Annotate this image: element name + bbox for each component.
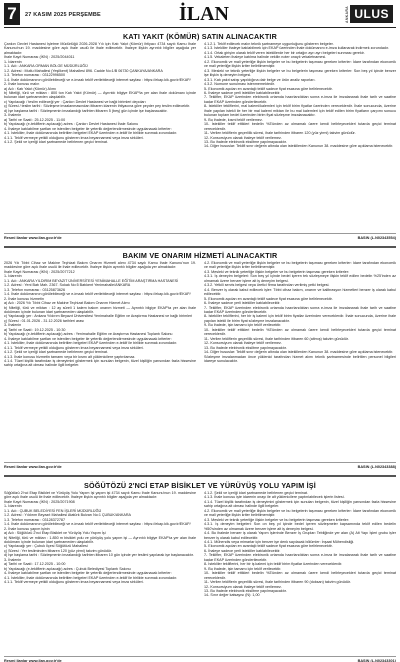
notice-paragraph: b) Niteliği, türü ve miktarı : 800 ton Katı Yakıt (Kömür) — Ayrıntılı bilgiye EKAP'ta yer alan ihale dokümanı içinde bulunan idari şartnameden ulaşılabilir. <box>4 90 196 100</box>
notice-paragraph: 4.1.1. Teklif vermeye yetkili olduğunu gösteren imza beyannamesi veya imza sirküleri. <box>4 345 144 350</box>
notice-paragraph: 5- Ekonomik açıdan en avantajlı teklif sadece fiyat esasına göre belirlenecektir. <box>204 296 333 301</box>
notice-paragraph: 9- Bu ihalede, işin tamamı için teklif verilecektir. <box>204 323 282 328</box>
notice-paragraph: 4.1.4. Tüzel kişilik tarafından iş deneyimini göstermek için sunulan belgenin, tüzel kişiliğin yarısından fazla hissesine sahip ortağına ait olması halinde ilgili belgeler. <box>204 499 396 509</box>
notice-paragraph: b) Yapılacağı (e-tekliflerin açılacağı) adres : Yenimahalle Eğitim ve Araştırma Hastanesi Toplantı Salonu <box>4 332 173 337</box>
notice-paragraph: 4.1. İstekliler, ihale dokümanında belirtilen belgeleri EKAP üzerinden e-teklif ile birlikte sunmak zorundadır. <box>4 341 178 346</box>
notice-paragraph: a) Adı : Söğütözü 2'nci Etap Bisiklet ve Yürüyüş Yolu Yapım İşi <box>4 531 106 536</box>
notice-paragraph: 12- Konsorsiyum olarak ihaleye teklif verilemez. <box>204 341 282 346</box>
official-notices-link[interactable]: Resmi ilanlar www.ilan.gov.tr'de <box>4 465 62 469</box>
notice-paragraph: İhale Kayıt Numarası (İKN) : 2025/2044011 <box>4 55 75 60</box>
notice-paragraph: 8- İstekliler tekliflerini, her bir iş kalemi için teklif birim fiyatlar üzerinden vereceklerdir. İhale sonucunda, üzerine ihale yapılan istekli ile birim fiyat sözleşme imzalanacaktır. <box>204 314 396 323</box>
notice-paragraph: 4.2. Ekonomik ve mali yeterliğe ilişkin belgeler ve bu belgelerin taşıması gereken kriterler: İdare tarafından ekonomik ve mali yeterliğe ilişkin kriter belirtilmemiştir. <box>204 508 396 518</box>
notice-bicycle-path <box>4 480 396 662</box>
notice-paragraph: 2- İhale konusu yapım işinin <box>4 526 50 531</box>
notice-paragraph: 5- Ekonomik açıdan en avantajlı teklif sadece fiyat esasına göre belirlenecektir. <box>204 86 333 91</box>
official-notices-link[interactable]: Resmi ilanlar www.ilan.gov.tr'de <box>4 236 62 240</box>
notice-paragraph: a) Adı : 2026 Yılı Tıbbi Cihaz ve Makine Teçhizat Bakım Onarım Hizmet Alımı <box>4 301 130 306</box>
notice-paragraph: 8- İstekliler tekliflerini, her bir iş kalemi için teklif birim fiyatlar üzerinden vereceklerdir. <box>204 562 343 567</box>
notice-paragraph: İhale Kayıt Numarası (İKN) : 2025/2077212 <box>4 269 75 274</box>
notice-paragraph: ç) Süresi / teslim tarihi : Sözleşme imzalanmasından itibaren idarenin ihtiyacına göre peyder pey teslim edilecektir. <box>4 104 191 109</box>
section-title: İLAN <box>178 3 229 25</box>
notice-paragraph: 4.3.2. Numune sunulması istenmemektedir. <box>204 82 275 87</box>
notice-body <box>4 42 396 231</box>
notice-paragraph: 4.1.2. Şekli ve içeriği idari şartnamede belirlenen geçici teminat. <box>4 139 108 144</box>
notice-paragraph: 6- İhaleye sadece yerli istekliler katılabilecektir. <box>204 548 281 553</box>
notice-paragraph: 11- Verilen tekliflerin geçerlilik süresi, ihale tarihinden itibaren 90 (doksan) takvim günüdür. <box>204 580 351 585</box>
press-reference: BASIN (L.N02343388) <box>357 465 396 469</box>
notice-body <box>4 261 396 460</box>
notice-paragraph: 4.1.2.1. Teklif edilecek malın teknik şartnameye uygunluğunu gösteren belgeler. <box>204 42 334 46</box>
notice-paragraph: 1.1. Adı : ANKARA ORMAN BÖLGE MÜDÜRLÜĞÜ <box>4 64 88 69</box>
notice-paragraph: 1- İdarenin <box>4 504 22 509</box>
notice-paragraph: Sözleşme imzalanmadan önce yüklenici tarafından hizmet alımı teknik şartnamesinde belirtilen personel bilgileri idareye sunulacaktır. <box>204 354 396 363</box>
notice-paragraph: 5- Ekonomik açıdan en avantajlı teklif sadece fiyat esasına göre belirlenecektir. <box>204 544 333 549</box>
notice-paragraph: 4.4. Bu ihalede benzer iş olarak Yapım İşlerinde Benzer İş Grupları Tebliğinde yer alan (A) Alt Yapı İşleri grubu işler benzer iş olarak kabul edilecektir. <box>204 531 396 540</box>
page-number: 7 <box>4 3 20 25</box>
notice-paragraph: b) Niteliği, türü ve miktarı : 1.850 m bisiklet yolu ve yürüyüş yolu yapım işi — Ayrıntılı bilgiye EKAP'ta yer alan ihale dokümanı içinde bulunan idari şartnameden ulaşılabilir. <box>4 535 196 544</box>
notice-paragraph: 4- İhaleye katılabilme şartları ve istenilen belgeler ile yeterlik değerlendirmesinde uygulanacak kriterler: <box>4 571 172 576</box>
notice-paragraph: 4.1.5. Vekaleten ihaleye katılma halinde vekilin noter onaylı vekaletnamesi. <box>204 55 327 60</box>
notice-paragraph: 4.1. İstekliler, ihale dokümanında belirtilen belgeleri EKAP üzerinden e-teklif ile birlikte sunmak zorundadır. <box>4 131 178 136</box>
notice-maintenance-service <box>4 250 396 472</box>
notice-paragraph: ç) Süresi : Yer tesliminden itibaren 120 (yüz yirmi) takvim günüdür. <box>4 548 113 553</box>
notice-coal-purchase <box>4 31 396 243</box>
official-notices-link[interactable]: Resmi ilanlar www.ilan.gov.tr'de <box>4 659 62 662</box>
notice-paragraph: 3- İhalenin <box>4 323 22 328</box>
notice-paragraph: 4.1.4. Ortak girişim olarak teklif veren isteklilerde her bir ortağın ayrı ayrı belgeleri sunması gerekir. <box>204 50 365 55</box>
notice-paragraph: 8- İstekliler tekliflerini, mal kalemi/kalemleri için teklif birim fiyatlar üzerinden vereceklerdir. İhale sonucunda, üzerine ihale yapılan istekli ile her bir mal kalemi miktarı ile bu mal kalemleri için teklif edilen birim fiyatların çarpımı sonucu bulunan toplam bedel üzerinden birim fiyat sözleşme imzalanacaktır. <box>204 104 396 118</box>
notice-paragraph: 13- Bu ihalede elektronik eksiltme yapılmayacaktır. <box>204 345 287 350</box>
notice-paragraph: 4.1.1. Teklif vermeye yetkili olduğunu gösteren imza beyannamesi veya imza sirküleri. <box>4 580 144 585</box>
notice-paragraph: 4.1.2. Şekli ve içeriği idari şartnamede belirlenen geçici teminat. <box>204 491 308 495</box>
notice-paragraph: Çankırı Devlet Hastanesi İşletme Müdürlüğü 2026-2028 Yılı için Katı Yakıt (Kömür) ihtiyacı 4734 sayılı Kamu İhale Kanunu'nun 19. maddesine göre açık ihale usulü ile ihale edilecektir. İhaleye ilişkin ayrıntılı bilgiler aşağıda yer almaktadır: <box>4 42 196 55</box>
notice-paragraph: b) Yapılacağı (e-tekliflerin açılacağı) adres : Çubuk Belediyesi Toplantı Salonu <box>4 566 131 571</box>
newspaper-logo <box>343 5 396 23</box>
notice-paragraph: 1.2. Adresi : Yeni Batı Mah. 2367. Sokak No:5 Batıkent Yenimahalle/ANKARA <box>4 283 131 288</box>
notice-paragraph: 4- İhaleye katılabilme şartları ve istenilen belgeler ile yeterlik değerlendirmesinde uygulanacak kriterler: <box>4 336 172 341</box>
notice-paragraph: 12- Konsorsiyum olarak ihaleye teklif verilemez. <box>204 584 282 589</box>
notice-paragraph: 4.2. Ekonomik ve mali yeterliğe ilişkin belgeler ve bu belgelerin taşıması gereken kriterler: İdare tarafından ekonomik ve mali yeterliğe ilişkin kriter belirtilmemiştir. <box>204 261 396 270</box>
notice-paragraph: Söğütözü 2'nci Etap Bisiklet ve Yürüyüş Yolu Yapım İşi yapım işi 4734 sayılı Kamu İhale Kanunu'nun 19. maddesine göre açık ihale usulü ile ihale edilecektir. İhaleye ilişkin ayrıntılı bilgiler aşağıda yer almaktadır: <box>4 491 196 500</box>
notice-paragraph: 2- İhale konusu malın <box>4 82 40 87</box>
logo-city-text: ANKARA <box>345 5 350 23</box>
notice-paragraph: 4.1.3. İhale konusu işte idarenin onayı ile alt yüklenicilere yaptırılabilecek işlerin listesi. <box>204 495 345 500</box>
notice-paragraph: 1.3. Telefon numarası : 03125873626 <box>4 287 66 292</box>
notice-paragraph: İhale Kayıt Numarası (İKN) : 2025/2071908 <box>4 499 75 504</box>
notice-column-left <box>4 42 196 231</box>
notice-paragraph: 1.3. Telefon numarası : 03122996500 <box>4 73 66 78</box>
notice-paragraph: 4.3. Mesleki ve teknik yeterliğe ilişkin belgeler ve bu belgelerin taşıması gereken kriterler: <box>204 269 350 274</box>
notice-paragraph: 9- Bu ihalede, işin tamamı için teklif verilecektir. <box>204 566 282 571</box>
notice-column-right <box>204 261 396 460</box>
notice-paragraph: 6- İhaleye sadece yerli istekliler katılabilecektir. <box>204 90 281 95</box>
notice-paragraph: 4.1. İstekliler, ihale dokümanında belirtilen belgeleri EKAP üzerinden e-teklif ile birlikte sunmak zorundadır. <box>4 575 178 580</box>
notice-paragraph: 4.3.2. Yetkili servis belgesi veya üretici firma tarafından verilmiş yetki belgesi. <box>204 283 330 288</box>
notice-paragraph: 1.2. Adresi : Yıldırım Beyazıt Mahallesi Atatürk Bulvarı No:1 ÇUBUK/ANKARA <box>4 513 131 518</box>
notice-paragraph: 7- Teklifler, EKAP üzerinden elektronik ortamda hazırlandıktan sonra e-imza ile imzalanarak ihale tarih ve saatine kadar EKAP üzerinden gönderilecektir. <box>204 305 396 314</box>
notice-paragraph: a) Tarihi ve Saati : 17.12.2025 - 10:00 <box>4 562 66 567</box>
notice-footer <box>4 462 396 471</box>
notice-body <box>4 491 396 654</box>
notice-paragraph: 2- İhale konusu hizmetin <box>4 296 44 301</box>
notice-column-right <box>204 42 396 231</box>
notice-paragraph: 10- İstekliler teklif ettikleri bedelin %3'ünden az olmamak üzere kendi belirleyecekleri tutarda geçici teminat vereceklerdir. <box>204 122 396 131</box>
notice-paragraph: 1.3. Telefon numarası : 03128372787 <box>4 517 66 522</box>
notice-paragraph: 14- Diğer hususlar: Teklifi sınır değerin altında olan isteklilerden Kanunun 38. maddesine göre açıklama istenecektir. <box>204 144 394 149</box>
notice-paragraph: 11- Verilen tekliflerin geçerlilik süresi, ihale tarihinden itibaren 120 (yüz yirmi) takvim günüdür. <box>204 131 356 136</box>
notice-paragraph: d) İşe başlama tarihi : Sözleşmenin imzalandığı tarihten itibaren 5 (beş) gün içinde işe başlanacaktır. <box>4 108 168 113</box>
notice-paragraph: 4.1.3. İstekliler ihaleye katılabilmek için EKAP üzerinden ihale dokümanını e-imza kullanarak indirmek zorundadır. <box>204 46 390 51</box>
notice-paragraph: c) Yapılacağı yer : Çubuk İlçesi Söğütözü Mahallesi <box>4 544 88 549</box>
notice-paragraph: ç) Süresi : 01.01.2026 - 31.12.2026 tarihleri arası <box>4 318 85 323</box>
notice-paragraph: 10- İstekliler teklif ettikleri bedelin %3'ünden az olmamak üzere kendi belirleyecekleri tutarda geçici teminat vereceklerdir. <box>204 571 396 580</box>
notice-paragraph: d) İşe başlama tarihi : Sözleşmenin imzalandığı tarihten itibaren 10 gün içinde yer teslimi yapılarak işe başlanacaktır. <box>4 553 194 558</box>
notice-paragraph: 1- İdarenin <box>4 59 22 64</box>
notice-paragraph: 1.1. Adı : ÇUBUK BELEDİYESİ FEN İŞLERİ MÜDÜRLÜĞÜ <box>4 508 102 513</box>
notice-paragraph: 4.4. Benzer iş olarak kabul edilecek işler: Tıbbi cihaz bakım, onarım ve kalibrasyon hizmetleri benzer iş olarak kabul edilecektir. <box>204 287 396 297</box>
notice-paragraph: 1.1. Adı : ANKARA YILDIRIM BEYAZIT ÜNİVERSİTESİ YENİMAHALLE EĞİTİM ARAŞTIRMA HASTANESİ <box>4 278 179 283</box>
notice-paragraph: 4.3. Mesleki ve teknik yeterliğe ilişkin belgeler ve bu belgelerin taşıması gereken kriterler: <box>204 517 350 522</box>
notice-paragraph: a) Tarihi ve Saati : 19.12.2025 - 10:30 <box>4 327 66 332</box>
notice-paragraph: b) Yapılacağı (e-tekliflerin açılacağı) adres : Çankırı Devlet Hastanesi İhale Salonu <box>4 122 139 127</box>
notice-paragraph: a) Tarihi ve Saati : 25.12.2025 - 11:00 <box>4 117 66 122</box>
press-reference: BASIN (L.N02343301) <box>357 659 396 662</box>
notice-paragraph: 4.3.1. İş deneyim belgeleri: Son on beş yıl içinde bedel içeren sözleşmeler kapsamında teklif edilen bedelin %50'sinden az olmamak üzere benzer işlere ait iş deneyim belgesi. <box>204 522 396 531</box>
section-divider <box>4 475 396 477</box>
notice-paragraph: 7- Teklifler, EKAP üzerinden elektronik ortamda hazırlandıktan sonra e-imza ile imzalanarak ihale tarih ve saatine kadar EKAP üzerinden gönderilecektir. <box>204 95 396 104</box>
notice-column-left <box>4 261 196 460</box>
notice-paragraph: 14- Sınır değer katsayısı (N): 1,00 <box>204 593 260 598</box>
notice-footer <box>4 233 396 242</box>
notice-paragraph: 4.1.3. İhale konusu hizmetin tamamı veya bir kısmı alt yüklenicilere yaptırılamaz. <box>4 354 136 359</box>
notice-column-right <box>204 491 396 654</box>
notice-paragraph: 4.3.1. Katı yakıt satışı yapıldığına dair belge ve ürün analiz raporları. <box>204 77 316 82</box>
notice-footer <box>4 656 396 662</box>
notice-paragraph: 9- Bu ihalede, kısmi teklif verilemez. <box>204 117 263 122</box>
notice-paragraph: 4- İhaleye katılabilme şartları ve istenilen belgeler ile yeterlik değerlendirmesinde uygulanacak kriterler: <box>4 126 172 131</box>
notice-paragraph: b) Niteliği, türü ve miktarı : 12 ay süreli 1 kalem bakım onarım hizmeti — Ayrıntılı bilgiye EKAP'ta yer alan ihale dokümanı içinde bulunan idari şartnameden ulaşılabilir. <box>4 305 196 314</box>
notice-paragraph: 4.1.4. Tüzel kişilik tarafından iş deneyimini göstermek için sunulan belgenin, tüzel kişiliğin yarısından fazla hissesine sahip ortağına ait olması halinde ilgili belgeler. <box>4 358 196 368</box>
notice-column-left <box>4 491 196 654</box>
notice-paragraph: c) Yapılacağı / teslim edileceği yer : Çankırı Devlet Hastanesi ve bağlı birimleri depoları <box>4 99 146 104</box>
notice-paragraph: 3- İhalenin <box>4 557 22 562</box>
notice-paragraph: 13- Bu ihalede elektronik eksiltme yapılmayacaktır. <box>204 139 287 144</box>
notice-paragraph: 10- İstekliler teklif ettikleri bedelin %3'ünden az olmamak üzere kendi belirleyecekleri tutarda geçici teminat vereceklerdir. <box>204 327 396 337</box>
notice-paragraph: 11- Verilen tekliflerin geçerlilik süresi, ihale tarihinden itibaren 60 (altmış) takvim günüdür. <box>204 336 349 341</box>
notice-paragraph: 4.3.1. İş deneyim belgeleri: Son beş yıl içinde bedel içeren tek sözleşmeye ilişkin teklif edilen bedelin %25'inden az olmamak üzere benzer işlere ait iş deneyim belgesi. <box>204 274 396 283</box>
notice-paragraph: 13- Bu ihalede elektronik eksiltme yapılmayacaktır. <box>204 588 287 593</box>
notice-paragraph: 3- İhalenin <box>4 113 22 118</box>
notice-paragraph: 12- Konsorsiyum olarak ihaleye teklif verilemez. <box>204 135 282 140</box>
notice-paragraph: a) Adı : Katı Yakıt (Kömür) Alımı <box>4 86 56 91</box>
notice-paragraph: 7- Teklifler, EKAP üzerinden elektronik ortamda hazırlandıktan sonra e-imza ile imzalanarak ihale tarih ve saatine kadar EKAP üzerinden gönderilecektir. <box>204 553 396 562</box>
notice-title: SÖĞÜTÖZÜ 2'NCİ ETAP BİSİKLET VE YÜRÜYÜŞ YOLU YAPIM İŞİ <box>83 481 317 490</box>
notice-paragraph: 1.2. Adresi : Mutlu Mahallesi (Yeşilkent) Mahallesi 896. Cadde No:1/B 06730 ÇANKAYA/ANKARA <box>4 68 163 73</box>
section-divider <box>4 246 396 248</box>
notice-paragraph: 1.4. İhale dokümanının görülebileceği ve e-imzalı teklif verilebileceği internet sayfası : https://ekap.kik.gov.tr/EKAP/ <box>4 77 191 82</box>
notice-title: KATI YAKIT (KÖMÜR) SATIN ALINACAKTIR <box>123 32 277 41</box>
notice-paragraph: 6- İhaleye sadece yerli istekliler katılabilecektir. <box>204 301 281 306</box>
notice-paragraph: 4.1.1. Teklif vermeye yetkili olduğunu gösteren imza beyannamesi veya imza sirküleri. <box>4 135 144 140</box>
notice-paragraph: 4.4.1. Mühendis veya mimarlar için benzer işe denk sayılacak bölümler: İnşaat Mühendisliği. <box>204 539 355 544</box>
notice-paragraph: 1.4. İhale dokümanının görülebileceği ve e-imzalı teklif verilebileceği internet sayfası : https://ekap.kik.gov.tr/EKAP/ <box>4 522 191 527</box>
notice-paragraph: 1- İdarenin <box>4 274 22 279</box>
masthead <box>4 3 396 28</box>
notice-paragraph: 14- Diğer hususlar: Teklifi sınır değerin altında olan isteklilerden Kanunun 38. maddesine göre açıklama istenecektir. <box>204 350 394 355</box>
notice-paragraph: c) Yapılacağı yer : Ankara Yıldırım Beyazıt Üniversitesi Yenimahalle Eğitim ve Araştırma Hastanesi ve bağlı birimleri <box>4 314 193 319</box>
notice-paragraph: 2026 Yılı Tıbbi Cihaz ve Makine Teçhizat Bakım Onarım Hizmeti alımı 4734 sayılı Kamu İhale Kanunu'nun 19. maddesine göre açık ihale usulü ile ihale edilecektir. İhaleye ilişkin ayrıntılı bilgiler aşağıda yer almaktadır: <box>4 261 196 270</box>
notice-paragraph: 1.4. İhale dokümanının görülebileceği ve e-imzalı teklif verilebileceği internet sayfası : https://ekap.kik.gov.tr/EKAP/ <box>4 292 191 297</box>
notice-paragraph: 4.1.2. Şekli ve içeriği idari şartnamede belirlenen geçici teminat. <box>4 350 108 355</box>
notice-title: BAKIM VE ONARIM HİZMETİ ALINACAKTIR <box>122 251 278 260</box>
notice-paragraph: 4.2. Ekonomik ve mali yeterliğe ilişkin belgeler ve bu belgelerin taşıması gereken kriterler: İdare tarafından ekonomik ve mali yeterliğe ilişkin kriter belirtilmemiştir. <box>204 59 396 69</box>
notice-paragraph: 4.3. Mesleki ve teknik yeterliğe ilişkin belgeler ve bu belgelerin taşıması gereken kriterler: Son beş yıl içinde benzer işe ilişkin iş deneyim belgesi. <box>204 68 396 78</box>
logo-name: ULUS <box>350 5 393 23</box>
press-reference: BASIN (L.N02343554) <box>357 236 396 240</box>
issue-date: 27 KASIM 2025 PERŞEMBE <box>25 12 101 18</box>
